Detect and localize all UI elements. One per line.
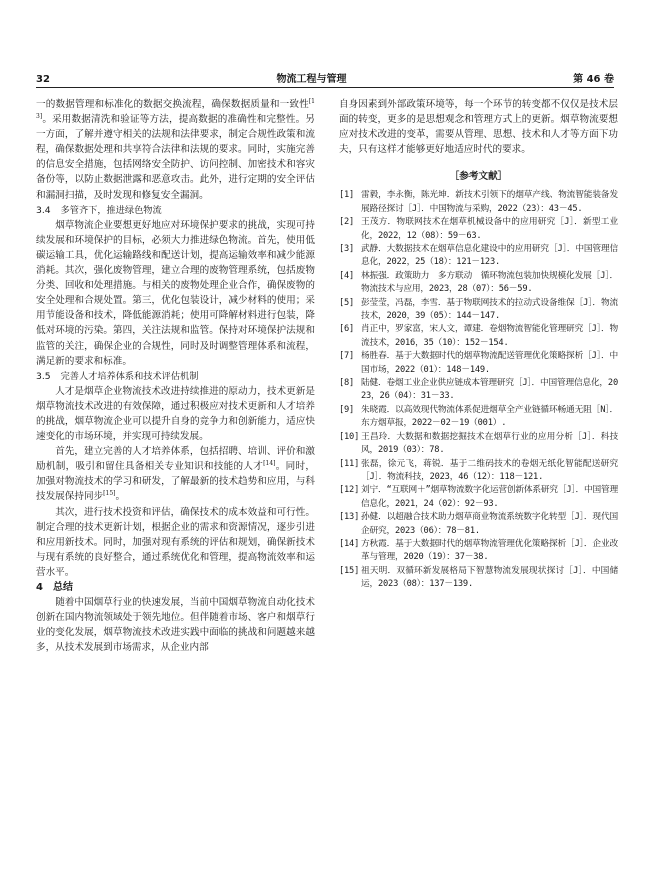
paragraph-summary-start: 随着中国烟草行业的快速发展，当前中国烟草物流自动化技术创新在国内物流领域处于领先地位。但伴随着市场、客户和烟草行业的变化发展，烟草物流技术改进实践中面临的挑战和问题越来越多，从技术发展到市场需求，从企业内部 (36, 597, 315, 654)
reference-number: [9] (339, 404, 355, 415)
reference-item (339, 350, 618, 377)
citation-15: [15] (103, 490, 116, 498)
reference-list (339, 189, 618, 591)
right-column (339, 97, 618, 592)
reference-item (339, 431, 618, 458)
reference-text: 王昌玲．大数据和数据挖掘技术在烟草行业的应用分析［J］．科技风，2019（03）：78. (361, 431, 618, 456)
journal-title: 物流工程与管理 (276, 74, 347, 85)
reference-item (339, 565, 618, 592)
paragraph-talent-system: 首先，建立完善的人才培养体系，包括招聘、培训、评价和激励机制，吸引和留住具备相关专业知识和技能的人才[14]。同时，加强对物流技术的学习和研发，了解最新的技术趋势和应用，与科技发展保持同步[15]。 (36, 446, 316, 503)
section-4-heading: 4 总结 (36, 582, 73, 593)
reference-text: 刘宁．“互联网＋”烟草物流数字化运营创新体系研究［J］．中国管理信息化，2021，24（02）：92－93. (361, 485, 618, 509)
reference-item (339, 484, 618, 511)
reference-text: 彭莹莹，冯磊，李雪．基于物联网技术的拉动式设备维保［J］．物流技术，2020，39（05）：144－147. (361, 297, 618, 322)
reference-number: [8] (339, 378, 355, 389)
page-number: 32 (36, 74, 50, 85)
header-rule (36, 87, 614, 88)
reference-item (339, 377, 618, 404)
reference-item (339, 323, 618, 350)
reference-number: [15] (339, 565, 360, 576)
reference-item (339, 511, 618, 538)
citation-14: [14] (263, 460, 276, 468)
reference-number: [11] (339, 458, 360, 469)
paragraph-data-security: 一的数据管理和标准化的数据交换流程，确保数据质量和一致性[13]。采用数据清洗和验证等方法，提高数据的准确性和完整性。另一方面，了解并遵守相关的法规和法律要求，制定合规性政策和流程，确保数据处理和共享符合法律和法规的要求。同时，实施完善的信息安全措施，包括网络安全防护、访问控制、加密技术和容灾备份等，以防止数据泄露和恶意攻击。此外，进行定期的安全评估和漏洞扫描，及时发现和修复安全漏洞。 (36, 97, 315, 201)
reference-number: [14] (339, 538, 360, 549)
reference-item (339, 216, 618, 243)
section-3-5-heading: 3.5 完善人才培养体系和技术评估机制 (36, 370, 199, 382)
reference-item (339, 538, 618, 565)
reference-text: 张磊，徐元飞，蒋锐．基于二维码技术的卷烟无纸化智能配送研究［J］．物流科技，2023，46（12）：118－121. (361, 458, 618, 482)
reference-text: 林振强．政策助力 多方联动 循环物流包装加快规模化发展［J］．物流技术与应用，2023，28（07）：56－59. (361, 270, 618, 295)
page-header (36, 69, 614, 85)
citation-13: [13] (36, 97, 315, 120)
reference-item (339, 458, 618, 485)
paragraph-summary-end: 自身因素到外部政策环境等，每一个环节的转变都不仅仅是技术层面的转变，更多的是思想观念和管理方式上的更新。烟草物流要想应对技术改进的变革，需要从管理、思想、技术和人才等方面下功夫，只有这样才能够更好地适应时代的要求。 (339, 99, 618, 156)
reference-text: 陆健．卷烟工业企业供应链成本管理研究［J］．中国管理信息化，2023，26（04）：31－33. (361, 378, 618, 402)
reference-text: 方秋霞．基于大数据时代的烟草物流管理优化策略探析［J］．企业改革与管理，2020（19）：37－38. (361, 538, 618, 563)
reference-item (339, 297, 618, 324)
reference-text: 雷毅，李永衡，陈光坤．新技术引领下的烟草产线、物流智能装备发展路径探讨［J］．中国物流与采购，2022（23）：43－45. (361, 190, 618, 214)
reference-text: 肖正中，罗家富，宋人文，谭建．卷烟物流智能化管理研究［J］．物流技术，2016，35（10）：152－154. (361, 324, 618, 348)
reference-number: [7] (339, 351, 355, 362)
paragraph-talent-intro: 人才是烟草企业物流技术改进持续推进的原动力，技术更新是烟草物流技术改进的有效保障，通过积极应对技术更新和人才培养的挑战，烟草物流企业可以提升自身的竞争力和创新能力，适应快速变化的市场环境，并实现可持续发展。 (36, 385, 315, 443)
reference-number: [5] (339, 297, 355, 308)
paragraph-tech-investment: 其次，进行技术投资和评估，确保技术的成本效益和可行性。制定合理的技术更新计划，根据企业的需求和资源情况，逐步引进和应用新技术。同时，加强对现有系统的评估和规划，确保新技术与现有系统的良好整合，通过系统优化和管理，提高物流效率和运营水平。 (36, 506, 315, 578)
reference-text: 孙健．以超融合技术助力烟草商业物流系统数字化转型［J］．现代国企研究，2023（06）：78－81. (361, 512, 618, 536)
reference-text: 王茂方．物联网技术在烟草机械设备中的应用研究［J］．新型工业化，2022，12（08）：59－63. (361, 217, 618, 241)
reference-number: [10] (339, 431, 360, 442)
reference-text: 武静．大数据技术在烟草信息化建设中的应用研究［J］．中国管理信息化，2022，25（18）：121－123. (361, 244, 618, 268)
reference-number: [13] (339, 512, 360, 523)
reference-number: [6] (339, 324, 355, 335)
reference-number: [1] (339, 190, 355, 201)
reference-item (339, 404, 618, 431)
reference-text: 杨胜春．基于大数据时代的烟草物流配送管理优化策略探析［J］．中国市场，2022（01）：148－149. (361, 351, 618, 375)
reference-item (339, 243, 618, 270)
section-3-4-heading: 3.4 多管齐下，推进绿色物流 (36, 204, 162, 216)
reference-text: 朱晓霞．以高效现代物流体系促进烟草全产业链循环畅通无阻［N］．东方烟草报，2022－02－19（001）. (361, 404, 618, 429)
reference-number: [4] (339, 270, 355, 281)
reference-number: [2] (339, 217, 355, 228)
reference-number: [12] (339, 485, 360, 496)
reference-text: 祖天明．双循环新发展格局下智慧物流发展现状探讨［J］．中国储运，2023（08）：137－139. (361, 565, 618, 590)
references-title: ［参考文献］ (449, 171, 508, 183)
left-column (36, 97, 315, 655)
volume-label: 第 46 卷 (573, 74, 614, 85)
reference-item (339, 189, 618, 216)
paragraph-green-logistics: 烟草物流企业要想更好地应对环境保护要求的挑战，实现可持续发展和环境保护的目标，必须大力推进绿色物流。首先，使用低碳运输工具，优化运输路线和配送计划，提高运输效率和减少能源消耗。其次，强化废物管理，建立合理的废物管理系统，包括废物分类、回收和处理措施。与相关的废物处理企业合作，确保废物的安全处理和合规处置。第三，优化包装设计，减少材料的使用；采用节能设备和技术，降低能源消耗；使用可降解材料进行包装，降低对环境的污染。第四，关注法规和监管。保持对环境保护法规和监管的关注，确保企业的合规性，同时及时调整管理体系和流程，满足新的要求和标准。 (36, 219, 315, 367)
reference-item (339, 270, 618, 297)
reference-number: [3] (339, 244, 355, 254)
